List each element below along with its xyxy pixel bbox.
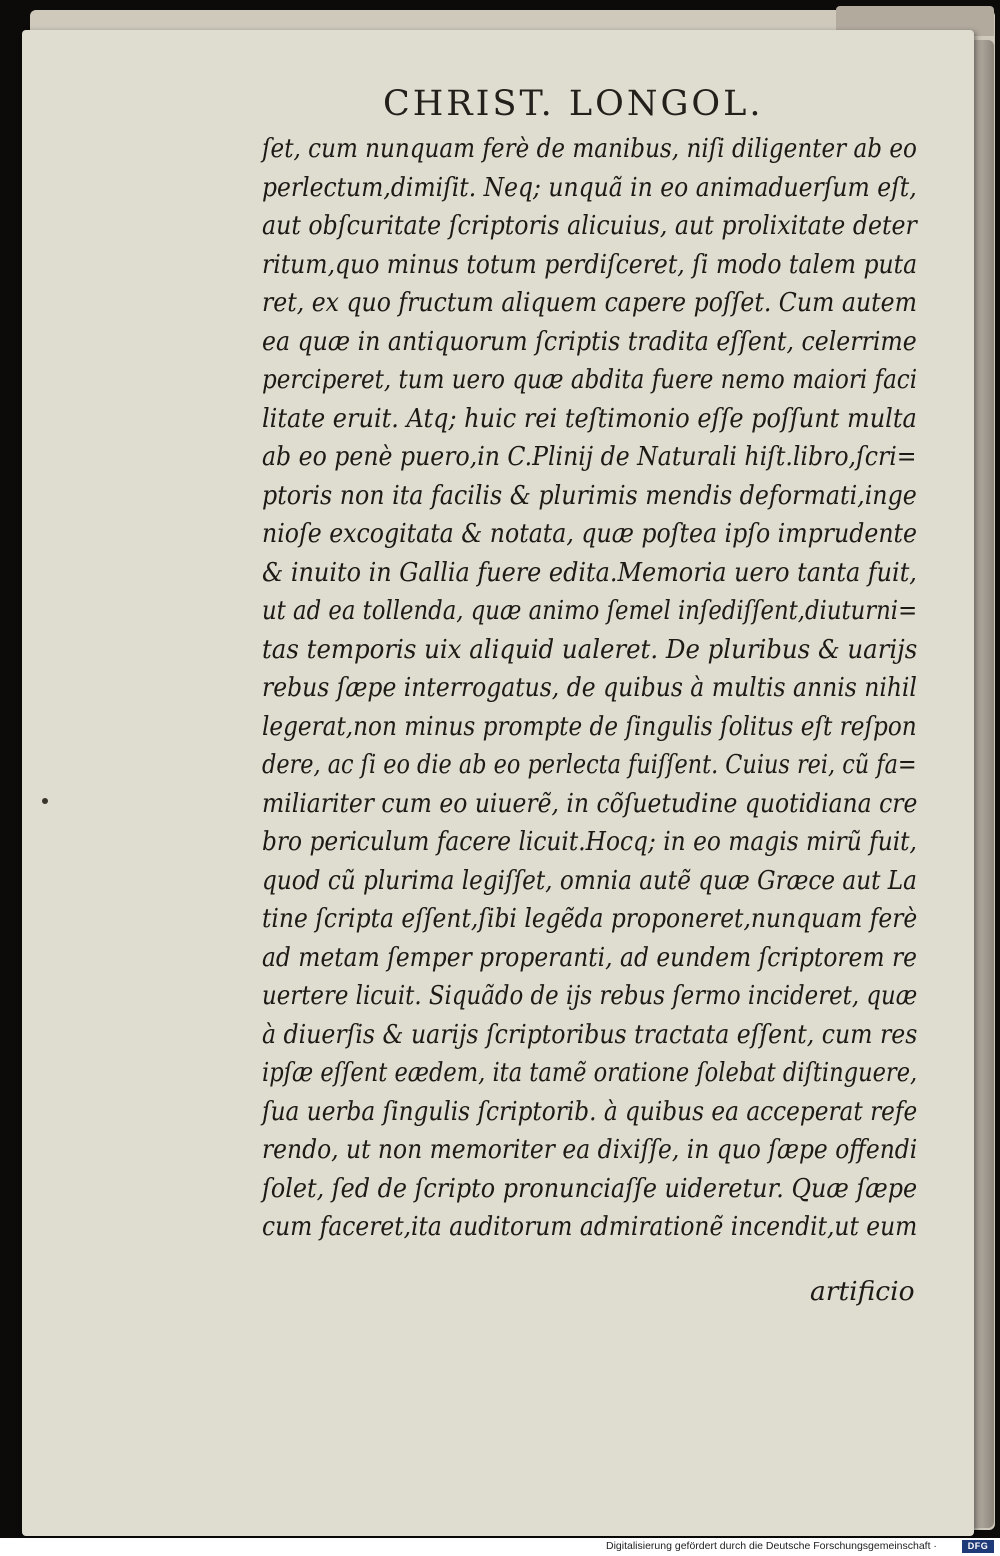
text-line: à diuerſis & uarijs ſcriptoribus tractata eſſent, cum res <box>262 1018 918 1050</box>
text-line: aut obſcuritate ſcriptoris alicuius, aut prolixitate deter <box>262 210 917 241</box>
ink-speck <box>42 798 48 804</box>
text-line: cum faceret,ita auditorum admirationẽ incendit,ut eum <box>262 1211 918 1242</box>
text-line: nioſe excogitata & notata, quæ poſtea ipſo imprudente <box>262 518 918 549</box>
text-line: bro periculum facere licuit.Hocq; in eo magis mirũ fuit, <box>262 826 917 857</box>
text-line: ea quæ in antiquorum ſcriptis tradita eſſent, celerrime <box>262 325 917 357</box>
body-text <box>262 130 922 1247</box>
text-line: & inuito in Gallia fuere edita.Memoria uero tanta fuit, <box>262 556 917 588</box>
text-line: tas temporis uix aliquid ualeret. De pluribus & uarijs <box>262 633 918 665</box>
text-line: ſua uerba ſingulis ſcriptorib. à quibus ea acceperat refe <box>262 1095 918 1127</box>
running-head: CHRIST. LONGOL. <box>383 84 764 124</box>
text-line: legerat,non minus prompte de ſingulis ſolitus eſt reſpon <box>262 710 917 742</box>
dfg-logo: DFG <box>962 1540 994 1553</box>
text-line: uertere licuit. Siquãdo de ijs rebus ſermo incideret, quæ <box>262 980 918 1011</box>
text-line: quod cũ plurima legiſſet, omnia autẽ quæ Græce aut La <box>262 864 917 896</box>
text-line: ritum,quo minus totum perdiſceret, ſi modo talem puta <box>262 248 918 280</box>
text-line: rendo, ut non memoriter ea dixiſſe, in quo ſæpe offendi <box>262 1134 918 1165</box>
catchword: artificio <box>810 1276 915 1307</box>
text-line: ptoris non ita facilis & plurimis mendis deformati,inge <box>262 479 917 511</box>
text-line: ipſæ eſſent eædem, ita tamẽ oratione ſolebat diſtinguere, <box>262 1057 918 1088</box>
text-line: ret, ex quo fructum aliquem capere poſſet. Cum autem <box>262 287 917 318</box>
text-line: ut ad ea tollenda, quæ animo ſemel inſediſſent,diuturni= <box>262 595 918 626</box>
text-line: perlectum,dimiſit. Neq; unquã in eo animaduerſum eſt, <box>262 171 917 203</box>
text-line: tine ſcripta eſſent,ſibi legẽda proponeret,nunquam ferè <box>262 903 918 934</box>
text-line: rebus ſæpe interrogatus, de quibus à multis annis nihil <box>262 672 917 703</box>
text-line: ad metam ſemper properanti, ad eundem ſcriptorem re <box>262 941 917 973</box>
digitization-credit: Digitalisierung gefördert durch die Deutsche Forschungsgemeinschaft · <box>606 1540 937 1552</box>
text-line: perciperet, tum uero quæ abdita fuere nemo maiori faci <box>262 364 918 395</box>
text-line: ſolet, ſed de ſcripto pronunciaſſe uideretur. Quæ ſæpe <box>262 1172 918 1204</box>
text-line: litate eruit. Atq; huic rei teſtimonio eſſe poſſunt multa <box>262 402 917 434</box>
text-line: miliariter cum eo uiuerẽ, in cõſuetudine quotidiana cre <box>262 787 918 819</box>
text-line: ab eo penè puero,in C.Plinij de Naturali hiſt.libro,ſcri= <box>262 441 917 472</box>
text-line: ſet, cum nunquam ferè de manibus, niſi diligenter ab eo <box>262 133 917 164</box>
text-line: dere, ac ſi eo die ab eo perlecta fuiſſent. Cuius rei, cũ fa= <box>262 749 917 780</box>
